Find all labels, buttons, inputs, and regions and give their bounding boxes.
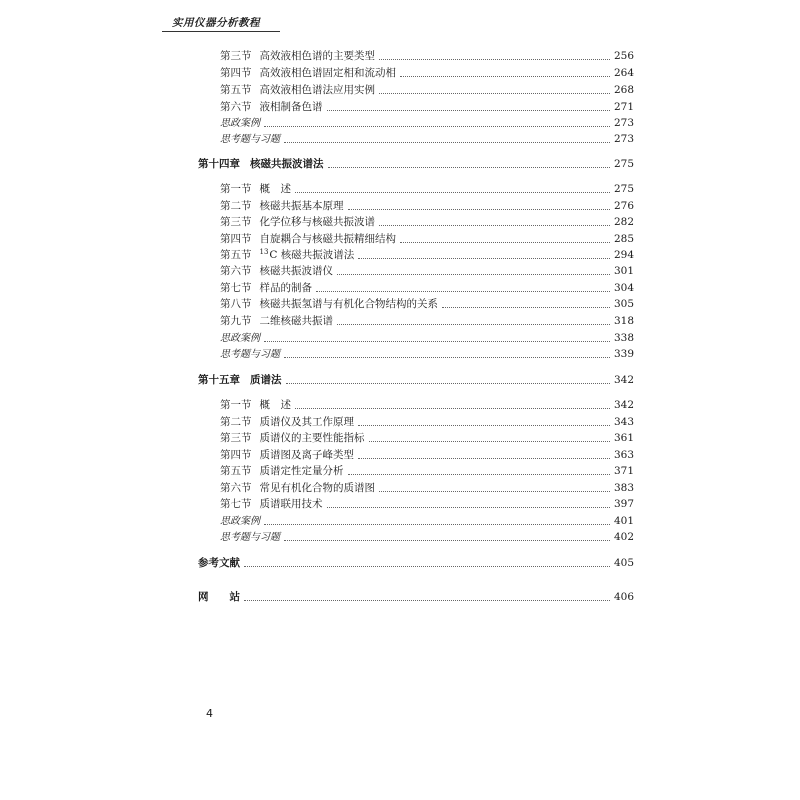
page-ref: 363 xyxy=(613,449,634,461)
page-ref: 276 xyxy=(613,200,634,212)
toc-entry-row xyxy=(220,496,634,511)
dot-leader xyxy=(328,167,610,168)
section-number: 第六节 xyxy=(220,101,252,113)
toc-entry-row xyxy=(220,330,634,345)
page-ref: 304 xyxy=(613,282,634,294)
chapter-title: 参考文献 xyxy=(198,557,240,569)
toc-entry-row xyxy=(220,296,634,311)
toc-entry-row xyxy=(220,529,634,544)
page-ref: 371 xyxy=(613,465,634,477)
toc-entry-row xyxy=(220,231,634,246)
dot-leader xyxy=(284,540,610,541)
section-title: 概 述 xyxy=(259,399,291,411)
dot-leader xyxy=(327,507,610,508)
dot-leader xyxy=(264,341,610,342)
page-ref: 301 xyxy=(613,265,634,277)
toc-entry-row xyxy=(220,313,634,328)
section-number: 第五节 xyxy=(220,84,252,96)
dot-leader xyxy=(358,258,610,259)
chapter-title: 网 站 xyxy=(198,591,240,603)
toc-entry-row xyxy=(220,48,634,63)
dot-leader xyxy=(316,291,610,292)
section-title: 核磁共振波谱仪 xyxy=(259,265,333,277)
toc-entry-row xyxy=(220,65,634,80)
dot-leader xyxy=(295,192,610,193)
section-title: 样品的制备 xyxy=(259,282,312,294)
chapter-title: 质谱法 xyxy=(250,374,282,386)
section-number: 第四节 xyxy=(220,449,252,461)
toc-chapter-row xyxy=(198,372,634,387)
section-title: 核磁共振基本原理 xyxy=(259,200,344,212)
page-ref: 343 xyxy=(613,416,634,428)
dot-leader xyxy=(284,357,610,358)
page-ref: 305 xyxy=(613,298,634,310)
dot-leader xyxy=(327,110,610,111)
chapter-title: 核磁共振波谱法 xyxy=(250,158,324,170)
toc-entry-row xyxy=(220,82,634,97)
toc-entry-row xyxy=(220,346,634,361)
toc-entry-row xyxy=(220,280,634,295)
section-title-text: C 核磁共振波谱法 xyxy=(269,249,355,261)
toc-entry-row xyxy=(220,181,634,196)
section-title: 质谱图及离子峰类型 xyxy=(259,449,354,461)
section-title: 思考题与习题 xyxy=(220,134,280,145)
dot-leader xyxy=(369,441,610,442)
section-number: 第一节 xyxy=(220,399,252,411)
isotope-superscript: 13 xyxy=(259,248,269,256)
page-ref: 285 xyxy=(613,233,634,245)
section-title: 自旋耦合与核磁共振精细结构 xyxy=(259,233,396,245)
toc-entry-row xyxy=(220,263,634,278)
toc-entry-row xyxy=(220,397,634,412)
section-number: 第九节 xyxy=(220,315,252,327)
page-number: 4 xyxy=(206,707,213,720)
section-title: 高效液相色谱法应用实例 xyxy=(259,84,375,96)
section-number: 第六节 xyxy=(220,482,252,494)
page-ref: 275 xyxy=(613,183,634,195)
section-number: 第三节 xyxy=(220,50,252,62)
page-ref: 273 xyxy=(613,133,634,145)
section-number: 第五节 xyxy=(220,249,252,261)
section-number: 第三节 xyxy=(220,216,252,228)
toc-entry-row xyxy=(220,447,634,462)
dot-leader xyxy=(348,474,610,475)
page-ref: 401 xyxy=(613,515,634,527)
dot-leader xyxy=(348,209,610,210)
dot-leader xyxy=(379,93,610,94)
toc-entry-row xyxy=(220,430,634,445)
section-title: 思政案例 xyxy=(220,333,260,344)
section-number: 第八节 xyxy=(220,298,252,310)
page-ref: 361 xyxy=(613,432,634,444)
dot-leader xyxy=(379,225,610,226)
chapter-number: 第十五章 xyxy=(198,374,240,386)
section-title: 常见有机化合物的质谱图 xyxy=(259,482,375,494)
section-title: 质谱联用技术 xyxy=(259,498,323,510)
section-title: 质谱定性定量分析 xyxy=(259,465,344,477)
page-ref: 256 xyxy=(613,50,634,62)
toc-entry-row xyxy=(220,214,634,229)
page-ref: 342 xyxy=(613,374,634,386)
section-title: 化学位移与核磁共振波谱 xyxy=(259,216,375,228)
page-ref: 318 xyxy=(613,315,634,327)
book-title: 实用仪器分析教程 xyxy=(172,17,260,29)
toc-entry-row xyxy=(220,480,634,495)
dot-leader xyxy=(286,383,610,384)
section-number: 第二节 xyxy=(220,200,252,212)
section-number: 第四节 xyxy=(220,67,252,79)
section-title: 液相制备色谱 xyxy=(259,101,323,113)
section-title: 二维核磁共振谱 xyxy=(259,315,333,327)
toc-chapter-row xyxy=(198,589,634,604)
toc-entry-row xyxy=(220,131,634,146)
toc-entry-row xyxy=(220,463,634,478)
dot-leader xyxy=(400,76,610,77)
page-ref: 406 xyxy=(613,591,634,603)
dot-leader xyxy=(295,408,610,409)
section-number: 第七节 xyxy=(220,498,252,510)
dot-leader xyxy=(244,600,610,601)
section-number: 第五节 xyxy=(220,465,252,477)
section-number: 第三节 xyxy=(220,432,252,444)
dot-leader xyxy=(264,126,610,127)
dot-leader xyxy=(358,458,610,459)
page-ref: 338 xyxy=(613,332,634,344)
toc-entry-row xyxy=(220,414,634,429)
page-ref: 402 xyxy=(613,531,634,543)
toc-entry-row xyxy=(220,513,634,528)
section-title xyxy=(260,246,355,262)
section-number: 第六节 xyxy=(220,265,252,277)
toc-entry-row xyxy=(220,115,634,130)
section-title: 思考题与习题 xyxy=(220,532,280,543)
section-number: 第七节 xyxy=(220,282,252,294)
dot-leader xyxy=(337,324,610,325)
page-ref: 264 xyxy=(613,67,634,79)
page-ref: 273 xyxy=(613,117,634,129)
toc-entry-row xyxy=(220,247,634,262)
toc-entry-row xyxy=(220,99,634,114)
page-ref: 405 xyxy=(613,557,634,569)
section-title: 概 述 xyxy=(259,183,291,195)
page-ref: 275 xyxy=(613,158,634,170)
section-title: 高效液相色谱固定相和流动相 xyxy=(259,67,396,79)
section-number: 第一节 xyxy=(220,183,252,195)
dot-leader xyxy=(284,142,610,143)
page-ref: 383 xyxy=(613,482,634,494)
chapter-number: 第十四章 xyxy=(198,158,240,170)
section-title: 高效液相色谱的主要类型 xyxy=(259,50,375,62)
section-title: 思政案例 xyxy=(220,118,260,129)
toc-chapter-row xyxy=(198,555,634,570)
section-title: 质谱仪及其工作原理 xyxy=(259,416,354,428)
section-title: 思政案例 xyxy=(220,516,260,527)
dot-leader xyxy=(400,242,610,243)
page-ref: 268 xyxy=(613,84,634,96)
dot-leader xyxy=(379,59,610,60)
section-number: 第四节 xyxy=(220,233,252,245)
section-title: 核磁共振氢谱与有机化合物结构的关系 xyxy=(259,298,438,310)
dot-leader xyxy=(358,425,610,426)
dot-leader xyxy=(379,491,610,492)
toc-chapter-row xyxy=(198,156,634,171)
section-title: 思考题与习题 xyxy=(220,349,280,360)
dot-leader xyxy=(264,524,610,525)
toc-entry-row xyxy=(220,198,634,213)
page-ref: 271 xyxy=(613,101,634,113)
page-ref: 294 xyxy=(613,249,634,261)
dot-leader xyxy=(244,566,610,567)
page-ref: 339 xyxy=(613,348,634,360)
section-title: 质谱仪的主要性能指标 xyxy=(259,432,365,444)
dot-leader xyxy=(337,274,610,275)
page-ref: 397 xyxy=(613,498,634,510)
page-ref: 342 xyxy=(613,399,634,411)
section-number: 第二节 xyxy=(220,416,252,428)
page-ref: 282 xyxy=(613,216,634,228)
dot-leader xyxy=(442,307,610,308)
